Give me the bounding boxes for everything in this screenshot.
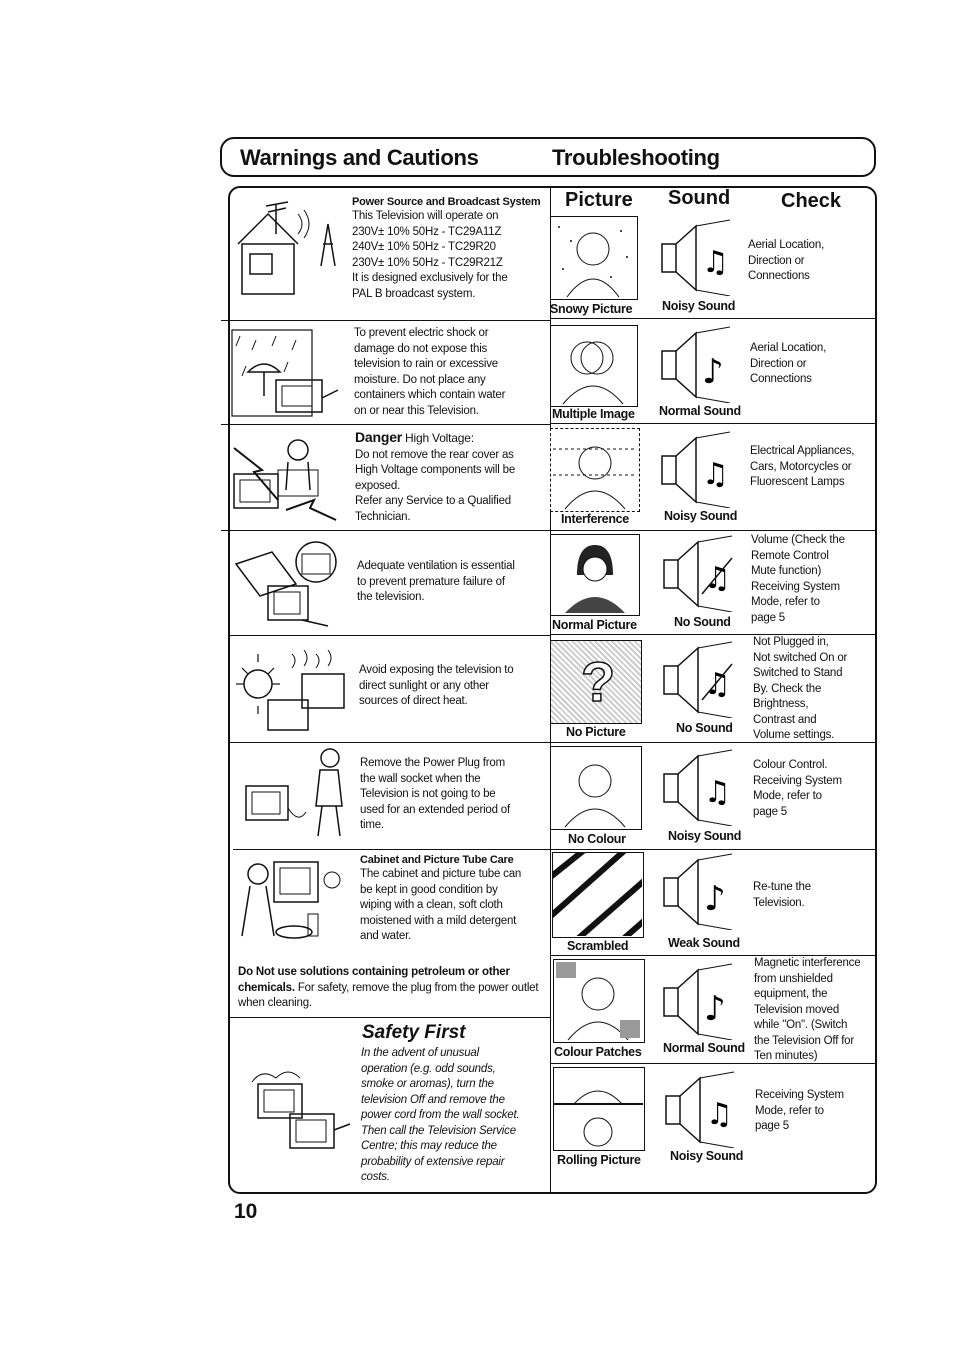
tv-scrambled (552, 852, 644, 938)
safety-first-title: Safety First (362, 1022, 466, 1043)
speaker-normal-icon (660, 325, 744, 403)
warning-danger: Danger High Voltage: Do not remove the rear cover as High Voltage components will be exposed. Refer any Service to a Qualified Technician. (355, 429, 516, 523)
check-aerial-2: Aerial Location, Direction or Connections (750, 342, 827, 385)
warning-ventilation: Adequate ventilation is essential to prevent premature failure of the television. (357, 560, 515, 603)
warning-unplug: Remove the Power Plug from the wall socket when the Television is not going to be used for an extended period of time. (360, 757, 511, 831)
warning-power-source: Power Source and Broadcast System This Television will operate on 230V± 10% 50Hz - TC29A11Z 240V± 10% 50Hz - TC29R20 230V± 10% 50Hz - TC29R21Z It is designed exclusively for the PAL B broadcast system. (352, 196, 541, 300)
svg-text:♫: ♫ (704, 667, 731, 702)
tv-colour-patches (553, 959, 645, 1043)
antenna-house-illustration (228, 194, 348, 314)
caption-noisy-sound: Noisy Sound (670, 1149, 744, 1163)
warn-separator (228, 742, 550, 743)
speaker-muted-icon (662, 534, 746, 612)
caption-noisy-sound: Noisy Sound (668, 829, 742, 843)
caption-weak-sound: Weak Sound (668, 936, 740, 950)
caption-normal-picture: Normal Picture (552, 618, 637, 632)
sunlight-heat-illustration (232, 644, 354, 738)
svg-text:♫: ♫ (706, 1097, 733, 1132)
safety-first-text: In the advent of unusual operation (e.g. odd sounds, smoke or aromas), turn the television Off and remove the power cord from the wall socket. Then call the Television Service Centre; this may reduce the probability of extensive repair costs. (361, 1047, 520, 1183)
tv-rolling-picture (553, 1067, 645, 1151)
warn-separator (228, 1017, 550, 1018)
check-aerial-1: Aerial Location, Direction or Connections (748, 239, 825, 282)
caption-normal-sound: Normal Sound (659, 404, 741, 418)
caption-normal-sound: Normal Sound (663, 1041, 745, 1055)
caption-rolling-picture: Rolling Picture (557, 1153, 641, 1167)
unplug-illustration (232, 746, 356, 844)
header-banner (220, 137, 876, 177)
trouble-separator (550, 849, 877, 850)
caption-no-picture: No Picture (566, 725, 626, 739)
svg-text:♫: ♫ (704, 561, 731, 596)
caption-scrambled: Scrambled (567, 939, 629, 953)
caption-snowy-picture: Snowy Picture (550, 302, 633, 316)
svg-text:♪: ♪ (702, 352, 724, 392)
svg-text:♫: ♫ (702, 457, 729, 492)
column-sound: Sound (668, 187, 731, 209)
troubleshooting-title: Troubleshooting (552, 145, 720, 170)
caption-noisy-sound: Noisy Sound (664, 509, 738, 523)
check-colour-control: Colour Control. Receiving System Mode, refer to page 5 (753, 759, 842, 818)
caption-noisy-sound: Noisy Sound (662, 299, 736, 313)
caption-multiple-image: Multiple Image (552, 407, 635, 421)
caption-no-sound: No Sound (674, 615, 731, 629)
cleaning-illustration (234, 856, 356, 960)
caption-no-sound: No Sound (676, 721, 733, 735)
speaker-muted-icon (662, 640, 746, 718)
tv-normal-picture (550, 534, 640, 616)
svg-text:♪: ♪ (704, 989, 726, 1029)
trouble-separator (550, 318, 877, 319)
svg-text:♪: ♪ (704, 879, 726, 919)
warn-separator (221, 320, 550, 321)
tv-snowy-picture (550, 216, 638, 300)
trouble-separator (550, 423, 877, 424)
tv-no-colour (550, 746, 642, 830)
column-picture: Picture (565, 189, 633, 211)
tv-no-picture (550, 640, 642, 724)
check-receiving-system: Receiving System Mode, refer to page 5 (755, 1089, 844, 1132)
petroleum-warning: Do Not use solutions containing petroleum or other chemicals. For safety, remove the plug from the power outlet when cleaning. (238, 966, 539, 1009)
tv-multiple-image (550, 325, 638, 407)
check-retune: Re-tune the Television. (753, 881, 811, 909)
tv-interference (550, 428, 640, 512)
warnings-title: Warnings and Cautions (240, 145, 479, 170)
warn-separator (228, 635, 550, 636)
high-voltage-illustration (226, 430, 350, 528)
ventilation-illustration (232, 534, 350, 630)
warning-moisture: To prevent electric shock or damage do not expose this television to rain or excessive moisture. Do not place any containers which contain water on or near this Television. (354, 327, 506, 417)
speaker-weak-icon (662, 852, 746, 930)
trouble-separator (550, 530, 877, 531)
page-number: 10 (234, 1200, 258, 1223)
speaker-noisy-icon (660, 218, 744, 296)
smoke-tv-illustration (232, 1064, 356, 1168)
speaker-noisy-icon (660, 430, 744, 508)
warn-separator (233, 849, 550, 850)
question-mark-icon: ? (581, 650, 616, 713)
check-magnetic: Magnetic interference from unshielded equipment, the Television moved while "On". (Switch the Television Off for Ten minutes) (754, 957, 861, 1062)
svg-text:♫: ♫ (704, 775, 731, 810)
svg-text:♫: ♫ (702, 245, 729, 280)
column-check: Check (781, 190, 842, 212)
check-volume: Volume (Check the Remote Control Mute function) Receiving System Mode, refer to page 5 (751, 534, 845, 624)
warning-cabinet-care: Cabinet and Picture Tube Care The cabinet and picture tube can be kept in good condition by wiping with a clean, soft cloth moistened with a mild detergent and water. (360, 854, 522, 942)
warn-separator (221, 424, 550, 425)
speaker-noisy-icon (664, 1070, 748, 1148)
speaker-noisy-icon (662, 748, 746, 826)
speaker-normal-icon (662, 962, 746, 1040)
check-electrical: Electrical Appliances, Cars, Motorcycles or Fluorescent Lamps (750, 445, 855, 488)
warn-separator (221, 530, 550, 531)
check-not-plugged: Not Plugged in, Not switched On or Switched to Stand By. Check the Brightness, Contrast and Volume settings. (753, 636, 848, 741)
warning-sunlight: Avoid exposing the television to direct sunlight or any other sources of direct heat. (359, 664, 514, 707)
caption-no-colour: No Colour (568, 832, 626, 846)
rain-umbrella-illustration (226, 326, 348, 420)
caption-interference: Interference (561, 512, 629, 526)
caption-colour-patches: Colour Patches (554, 1045, 642, 1059)
